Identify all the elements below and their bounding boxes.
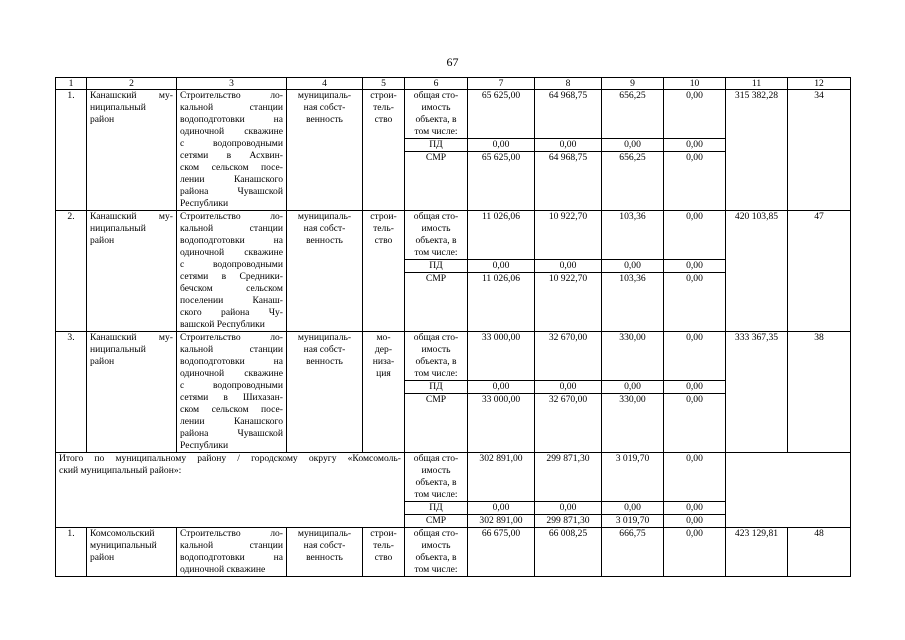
total-value: 65 625,00 — [468, 90, 535, 139]
smr-label: СМР — [405, 152, 468, 211]
ownership: муниципаль- ная собст- венность — [287, 528, 363, 577]
work-type: строи- тель- ство — [363, 211, 405, 332]
investment-table — [55, 77, 851, 577]
ownership: муниципаль- ная собст- венность — [287, 90, 363, 211]
value-col12: 34 — [788, 90, 851, 211]
total-value: 33 000,00 — [468, 332, 535, 381]
smr-value: 0,00 — [664, 515, 726, 528]
subtotal-row — [56, 453, 851, 502]
district-name: Канашский му- ниципальный район — [87, 211, 177, 332]
value-col11: 333 367,35 — [726, 332, 788, 453]
value-col12: 48 — [788, 528, 851, 577]
total-value: 66 008,25 — [535, 528, 602, 577]
total-value: 66 675,00 — [468, 528, 535, 577]
object-row — [56, 90, 851, 139]
object-row — [56, 528, 851, 577]
pd-value: 0,00 — [602, 502, 664, 515]
smr-value: 330,00 — [602, 394, 664, 453]
pd-value: 0,00 — [664, 502, 726, 515]
object-row — [56, 332, 851, 381]
smr-value: 10 922,70 — [535, 273, 602, 332]
total-value: 103,36 — [602, 211, 664, 260]
header-cell: 2 — [87, 78, 177, 90]
row-number: 2. — [56, 211, 87, 332]
pd-value: 0,00 — [468, 381, 535, 394]
total-value: 64 968,75 — [535, 90, 602, 139]
header-cell: 9 — [602, 78, 664, 90]
header-cell: 3 — [177, 78, 287, 90]
smr-value: 32 670,00 — [535, 394, 602, 453]
total-value: 0,00 — [664, 211, 726, 260]
smr-value: 33 000,00 — [468, 394, 535, 453]
pd-label: ПД — [405, 139, 468, 152]
pd-value: 0,00 — [664, 139, 726, 152]
smr-value: 656,25 — [602, 152, 664, 211]
page-number: 67 — [446, 55, 459, 69]
header-cell: 1 — [56, 78, 87, 90]
smr-value: 3 019,70 — [602, 515, 664, 528]
total-label: общая сто- имость объекта, в том числе: — [405, 90, 468, 139]
pd-value: 0,00 — [468, 260, 535, 273]
smr-label: СМР — [405, 273, 468, 332]
work-type: строи- тель- ство — [363, 528, 405, 577]
object-description: Строительство ло- кальной станции водоподготовки на одиночной скважине — [177, 528, 287, 577]
smr-value: 11 026,06 — [468, 273, 535, 332]
pd-value: 0,00 — [535, 502, 602, 515]
value-col11: 315 382,28 — [726, 90, 788, 211]
total-value: 299 871,30 — [535, 453, 602, 502]
value-col11: 423 129,81 — [726, 528, 788, 577]
subtotal-label: Итого по муниципальному району / городскому округу «Комсомоль- ский муниципальный район»: — [56, 453, 405, 528]
total-value: 330,00 — [602, 332, 664, 381]
total-value: 0,00 — [664, 453, 726, 502]
header-row — [56, 78, 851, 90]
total-label: общая сто- имость объекта, в том числе: — [405, 528, 468, 577]
total-value: 32 670,00 — [535, 332, 602, 381]
smr-value: 103,36 — [602, 273, 664, 332]
header-cell: 11 — [726, 78, 788, 90]
total-value: 3 019,70 — [602, 453, 664, 502]
smr-value: 0,00 — [664, 273, 726, 332]
value-col12: 38 — [788, 332, 851, 453]
row-number: 1. — [56, 528, 87, 577]
object-description: Строительство ло- кальной станции водоподготовки на одиночной скважине с водопроводными сетями в Средники- бечском сельском поселении Канаш- ского района Чу- вашской Республики — [177, 211, 287, 332]
pd-value: 0,00 — [602, 260, 664, 273]
smr-value: 299 871,30 — [535, 515, 602, 528]
smr-value: 64 968,75 — [535, 152, 602, 211]
object-row — [56, 211, 851, 260]
pd-value: 0,00 — [535, 381, 602, 394]
object-description: Строительство ло- кальной станции водоподготовки на одиночной скважине с водопроводными сетями в Шихазан- ском сельском посе- лении Канашского района Чувашской Республики — [177, 332, 287, 453]
pd-value: 0,00 — [468, 502, 535, 515]
pd-value: 0,00 — [535, 260, 602, 273]
header-cell: 12 — [788, 78, 851, 90]
smr-value: 0,00 — [664, 394, 726, 453]
total-value: 11 026,06 — [468, 211, 535, 260]
smr-value: 0,00 — [664, 152, 726, 211]
total-value: 0,00 — [664, 528, 726, 577]
value-col12: 47 — [788, 211, 851, 332]
pd-value: 0,00 — [664, 381, 726, 394]
smr-value: 302 891,00 — [468, 515, 535, 528]
pd-value: 0,00 — [602, 139, 664, 152]
empty-cell — [726, 453, 851, 528]
total-value: 10 922,70 — [535, 211, 602, 260]
total-value: 0,00 — [664, 90, 726, 139]
district-name: Канашский му- ниципальный район — [87, 90, 177, 211]
total-label: общая сто- имость объекта, в том числе: — [405, 332, 468, 381]
object-description: Строительство ло- кальной станции водоподготовки на одиночной скважине с водопроводными сетями в Асхвин- ском сельском посе- лении Канашского района Чувашской Республики — [177, 90, 287, 211]
total-value: 0,00 — [664, 332, 726, 381]
smr-label: СМР — [405, 394, 468, 453]
header-cell: 8 — [535, 78, 602, 90]
header-cell: 5 — [363, 78, 405, 90]
total-value: 656,25 — [602, 90, 664, 139]
total-label: общая сто- имость объекта, в том числе: — [405, 453, 468, 502]
smr-label: СМР — [405, 515, 468, 528]
pd-label: ПД — [405, 502, 468, 515]
district-name: Канашский му- ниципальный район — [87, 332, 177, 453]
district-name: Комсомольский муниципальный район — [87, 528, 177, 577]
pd-value: 0,00 — [664, 260, 726, 273]
total-value: 666,75 — [602, 528, 664, 577]
value-col11: 420 103,85 — [726, 211, 788, 332]
row-number: 1. — [56, 90, 87, 211]
pd-value: 0,00 — [535, 139, 602, 152]
pd-label: ПД — [405, 260, 468, 273]
ownership: муниципаль- ная собст- венность — [287, 332, 363, 453]
pd-label: ПД — [405, 381, 468, 394]
header-cell: 7 — [468, 78, 535, 90]
row-number: 3. — [56, 332, 87, 453]
total-value: 302 891,00 — [468, 453, 535, 502]
work-type: мо- дер- низа- ция — [363, 332, 405, 453]
header-cell: 10 — [664, 78, 726, 90]
total-label: общая сто- имость объекта, в том числе: — [405, 211, 468, 260]
header-cell: 6 — [405, 78, 468, 90]
pd-value: 0,00 — [602, 381, 664, 394]
smr-value: 65 625,00 — [468, 152, 535, 211]
work-type: строи- тель- ство — [363, 90, 405, 211]
pd-value: 0,00 — [468, 139, 535, 152]
header-cell: 4 — [287, 78, 363, 90]
ownership: муниципаль- ная собст- венность — [287, 211, 363, 332]
